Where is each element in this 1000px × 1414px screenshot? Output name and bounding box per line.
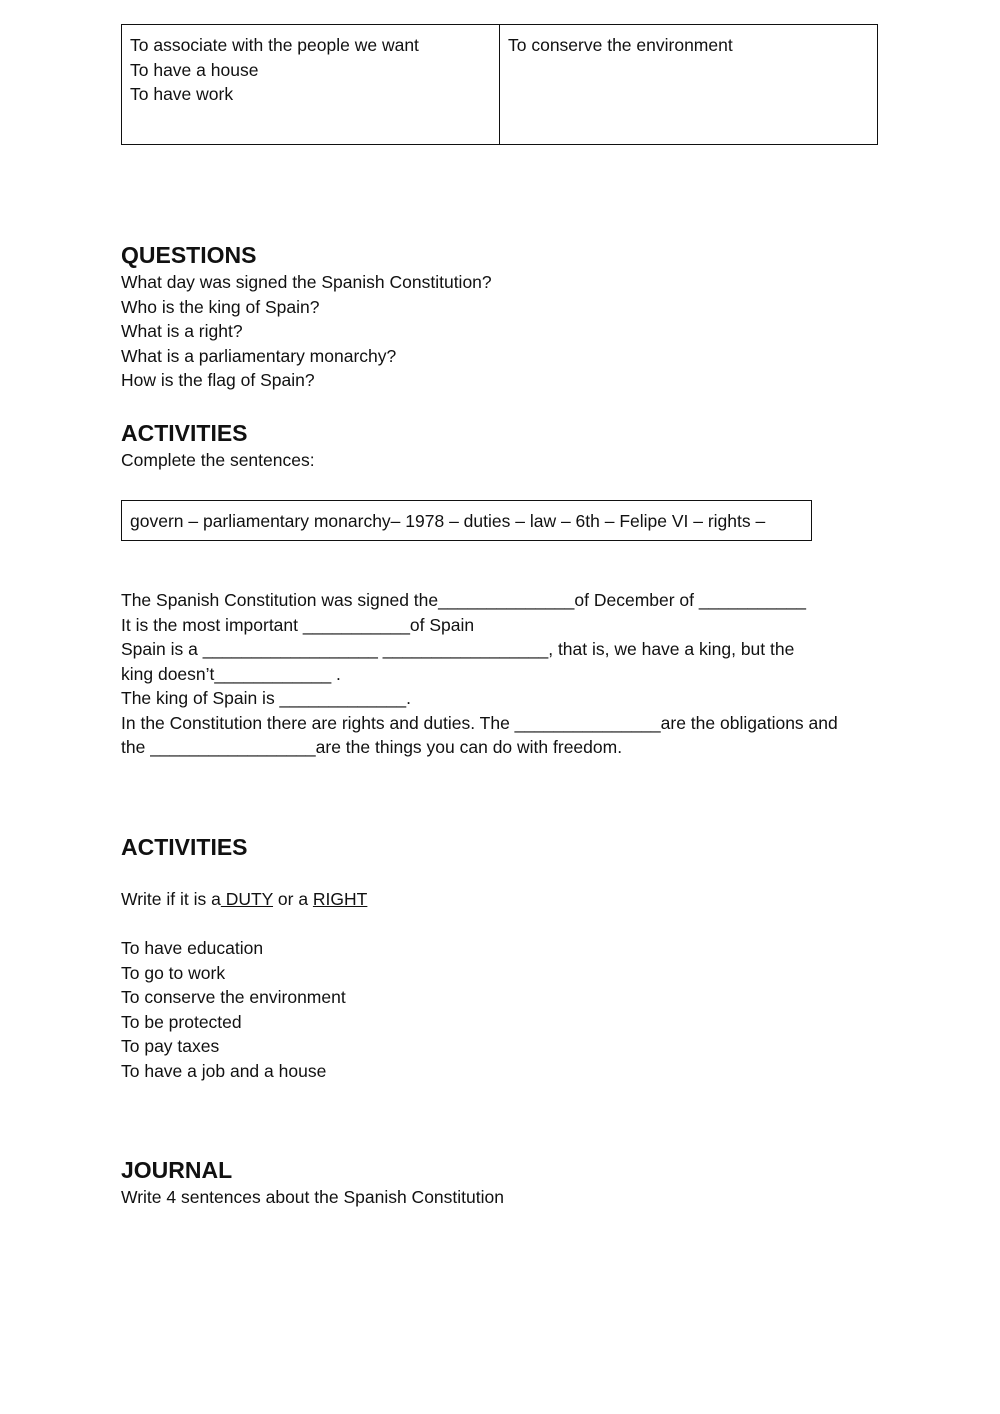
list-item: To have education bbox=[121, 938, 264, 958]
question-item: How is the flag of Spain? bbox=[121, 370, 315, 390]
activities-section-1 bbox=[121, 420, 315, 473]
word-bank-box bbox=[121, 500, 812, 541]
duty-right-instruction bbox=[121, 887, 367, 912]
question-item: What is a parliamentary monarchy? bbox=[121, 345, 397, 366]
activities-heading: ACTIVITIES bbox=[121, 834, 248, 860]
questions-heading: QUESTIONS bbox=[121, 242, 257, 268]
rights-duties-table bbox=[121, 24, 878, 145]
instruction-line bbox=[121, 887, 367, 912]
list-item: To go to work bbox=[121, 962, 226, 983]
sentence-line: king doesn’t____________ . bbox=[121, 663, 341, 684]
table-item: To conserve the environment bbox=[508, 35, 733, 55]
duty-right-list bbox=[121, 936, 346, 1083]
table-cell-right bbox=[500, 25, 877, 144]
list-item: To conserve the environment bbox=[121, 987, 346, 1007]
table-item: To have work bbox=[130, 84, 234, 104]
sentence-line: the _________________are the things you can do with freedom. bbox=[121, 737, 623, 757]
table-item: To have a house bbox=[130, 59, 259, 80]
activities-heading: ACTIVITIES bbox=[121, 420, 248, 446]
activities-section-2 bbox=[121, 834, 248, 860]
word-bank-text: govern – parliamentary monarchy– 1978 – duties – law – 6th – Felipe VI – rights – bbox=[130, 511, 766, 531]
table-item: To associate with the people we want bbox=[130, 35, 419, 55]
question-item: What is a right? bbox=[121, 321, 243, 341]
fill-in-sentences bbox=[121, 588, 838, 760]
instruction-prefix: Write if it is a bbox=[121, 889, 221, 909]
sentence-line: In the Constitution there are rights and duties. The _______________are the obligations and bbox=[121, 712, 838, 733]
journal-heading: JOURNAL bbox=[121, 1157, 233, 1183]
duty-word: DUTY bbox=[220, 889, 274, 909]
or-word: or a bbox=[273, 889, 313, 909]
sentence-line: It is the most important ___________of Spain bbox=[121, 614, 475, 635]
list-item: To pay taxes bbox=[121, 1036, 220, 1056]
journal-section bbox=[121, 1157, 504, 1210]
sentence-line: Spain is a __________________ _________________, that is, we have a king, but the bbox=[121, 639, 795, 659]
list-item: To be protected bbox=[121, 1011, 242, 1032]
sentence-line: The king of Spain is _____________. bbox=[121, 688, 411, 708]
activities-instruction: Complete the sentences: bbox=[121, 450, 315, 470]
list-item: To have a job and a house bbox=[121, 1060, 327, 1081]
questions-section bbox=[121, 242, 492, 393]
right-word: RIGHT bbox=[312, 889, 368, 909]
question-item: What day was signed the Spanish Constitution? bbox=[121, 272, 492, 292]
sentence-line: The Spanish Constitution was signed the______________of December of ___________ bbox=[121, 590, 806, 610]
question-item: Who is the king of Spain? bbox=[121, 296, 320, 317]
journal-instruction: Write 4 sentences about the Spanish Constitution bbox=[121, 1187, 504, 1207]
table-cell-left bbox=[122, 25, 500, 144]
